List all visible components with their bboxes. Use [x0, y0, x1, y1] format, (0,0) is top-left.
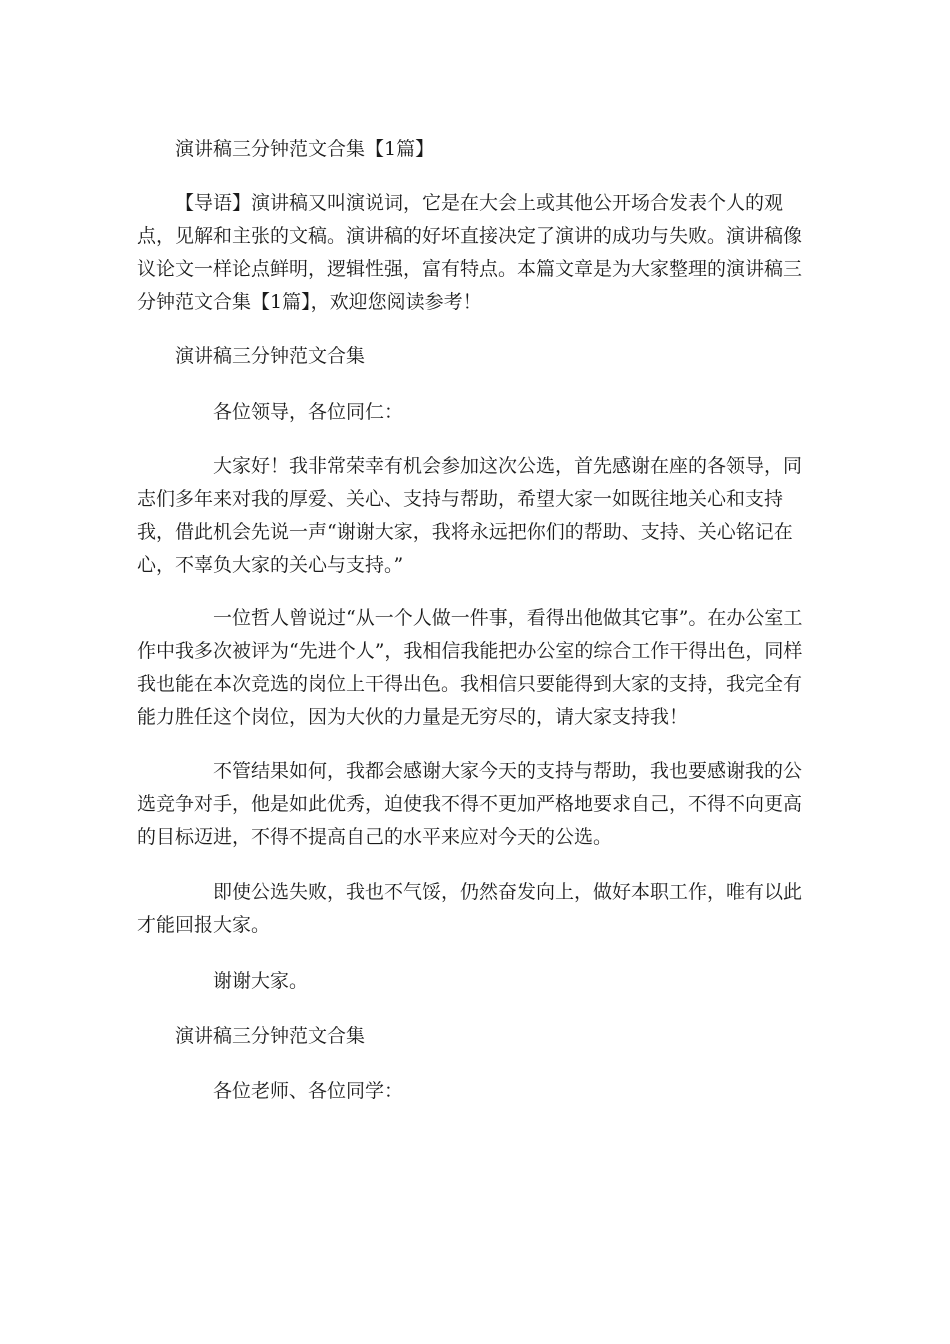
section2-salutation: 各位老师、各位同学：: [213, 1080, 404, 1102]
document-title: 演讲稿三分钟范文合集【1篇】: [175, 138, 435, 160]
section1-heading: 演讲稿三分钟范文合集: [175, 345, 366, 367]
section1-closing: 谢谢大家。: [213, 970, 309, 992]
section1-paragraph-3: 不管结果如何，我都会感谢大家今天的支持与帮助，我也要感谢我的公选竞争对手，他是如此优秀，迫使我不得不更加严格地要求自己，不得不向更高的目标迈进，不得不提高自己的水平来应对今天的公选。: [137, 760, 803, 848]
intro-paragraph: 【导语】演讲稿又叫演说词，它是在大会上或其他公开场合发表个人的观点，见解和主张的文稿。演讲稿的好坏直接决定了演讲的成功与失败。演讲稿像议论文一样论点鲜明，逻辑性强，富有特点。本篇文章是为大家整理的演讲稿三分钟范文合集【1篇】，欢迎您阅读参考！: [137, 192, 803, 313]
section2-heading: 演讲稿三分钟范文合集: [175, 1025, 366, 1047]
section1-salutation: 各位领导，各位同仁：: [213, 401, 404, 423]
section1-paragraph-1: 大家好！我非常荣幸有机会参加这次公选，首先感谢在座的各领导，同志们多年来对我的厚爱、关心、支持与帮助，希望大家一如既往地关心和支持我，借此机会先说一声“谢谢大家，我将永远把你们的帮助、支持、关心铭记在心，不辜负大家的关心与支持。”: [137, 455, 803, 576]
section1-paragraph-4: 即使公选失败，我也不气馁，仍然奋发向上，做好本职工作，唯有以此才能回报大家。: [137, 881, 803, 936]
section1-paragraph-2: 一位哲人曾说过“从一个人做一件事，看得出他做其它事”。在办公室工作中我多次被评为“先进个人”，我相信我能把办公室的综合工作干得出色，同样我也能在本次竞选的岗位上干得出色。我相信只要能得到大家的支持，我完全有能力胜任这个岗位，因为大伙的力量是无穷尽的，请大家支持我！: [137, 607, 803, 728]
